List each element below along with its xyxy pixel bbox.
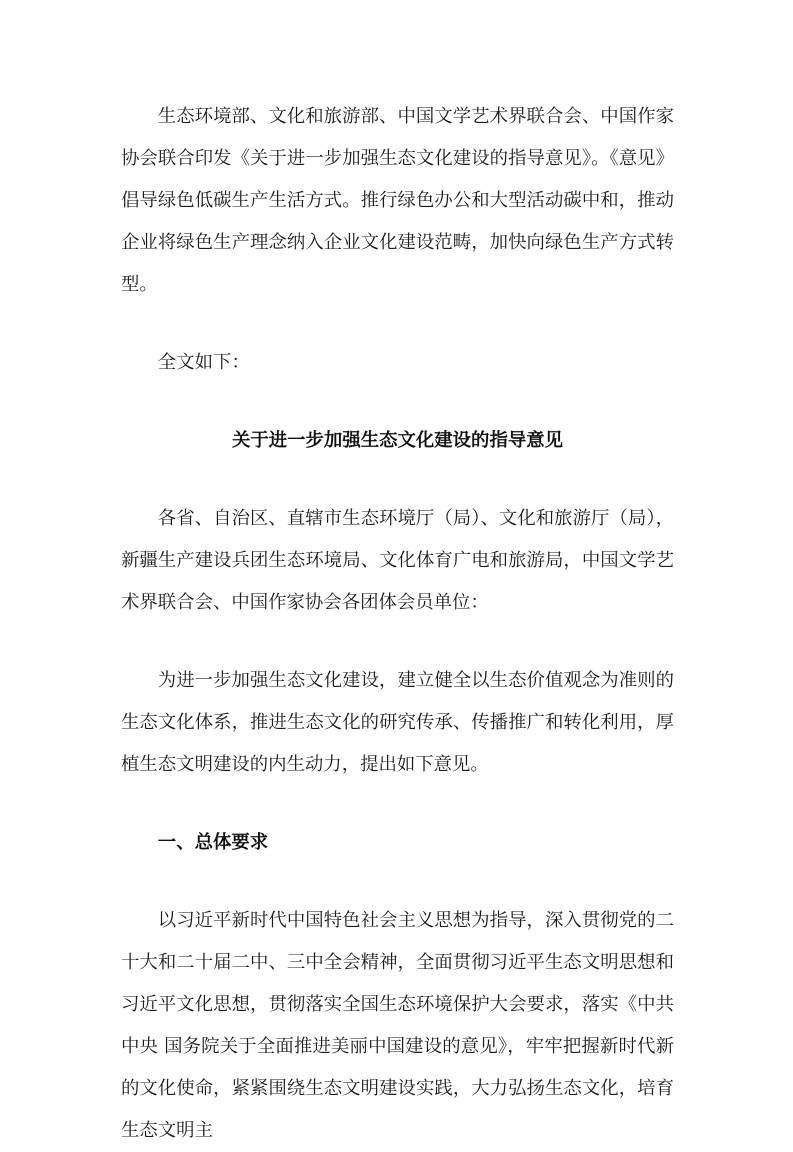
preamble-paragraph: 为进一步加强生态文化建设，建立健全以生态价值观念为准则的生态文化体系，推进生态文化的研究传承、传播推广和转化利用，厚植生态文明建设的内生动力，提出如下意见。 (121, 670, 674, 775)
section-body-general-requirements: 以习近平新时代中国特色社会主义思想为指导，深入贯彻党的二十大和二十届二中、三中全会精神，全面贯彻习近平生态文明思想和习近平文化思想，贯彻落实全国生态环境保护大会要求，落实《中共中央 国务院关于全面推进美丽中国建设的意见》，牢牢把握新时代新的文化使命，紧紧围绕生态文明建设实践，大力弘扬生态文化，培育生态文明主 (121, 910, 674, 1141)
lead-in-paragraph: 全文如下： (157, 352, 250, 373)
document-page (121, 96, 674, 1152)
section-heading-general-requirements: 一、总体要求 (157, 832, 269, 853)
document-title: 关于进一步加强生态文化建设的指导意见 (231, 430, 564, 451)
intro-paragraph: 生态环境部、文化和旅游部、中国文学艺术界联合会、中国作家协会联合印发《关于进一步加强生态文化建设的指导意见》。《意见》倡导绿色低碳生产生活方式。推行绿色办公和大型活动碳中和，推动企业将绿色生产理念纳入企业文化建设范畴，加快向绿色生产方式转型。 (121, 106, 674, 295)
addressees-paragraph: 各省、自治区、直辖市生态环境厅（局）、文化和旅游厅（局），新疆生产建设兵团生态环境局、文化体育广电和旅游局，中国文学艺术界联合会、中国作家协会各团体会员单位： (121, 508, 674, 613)
